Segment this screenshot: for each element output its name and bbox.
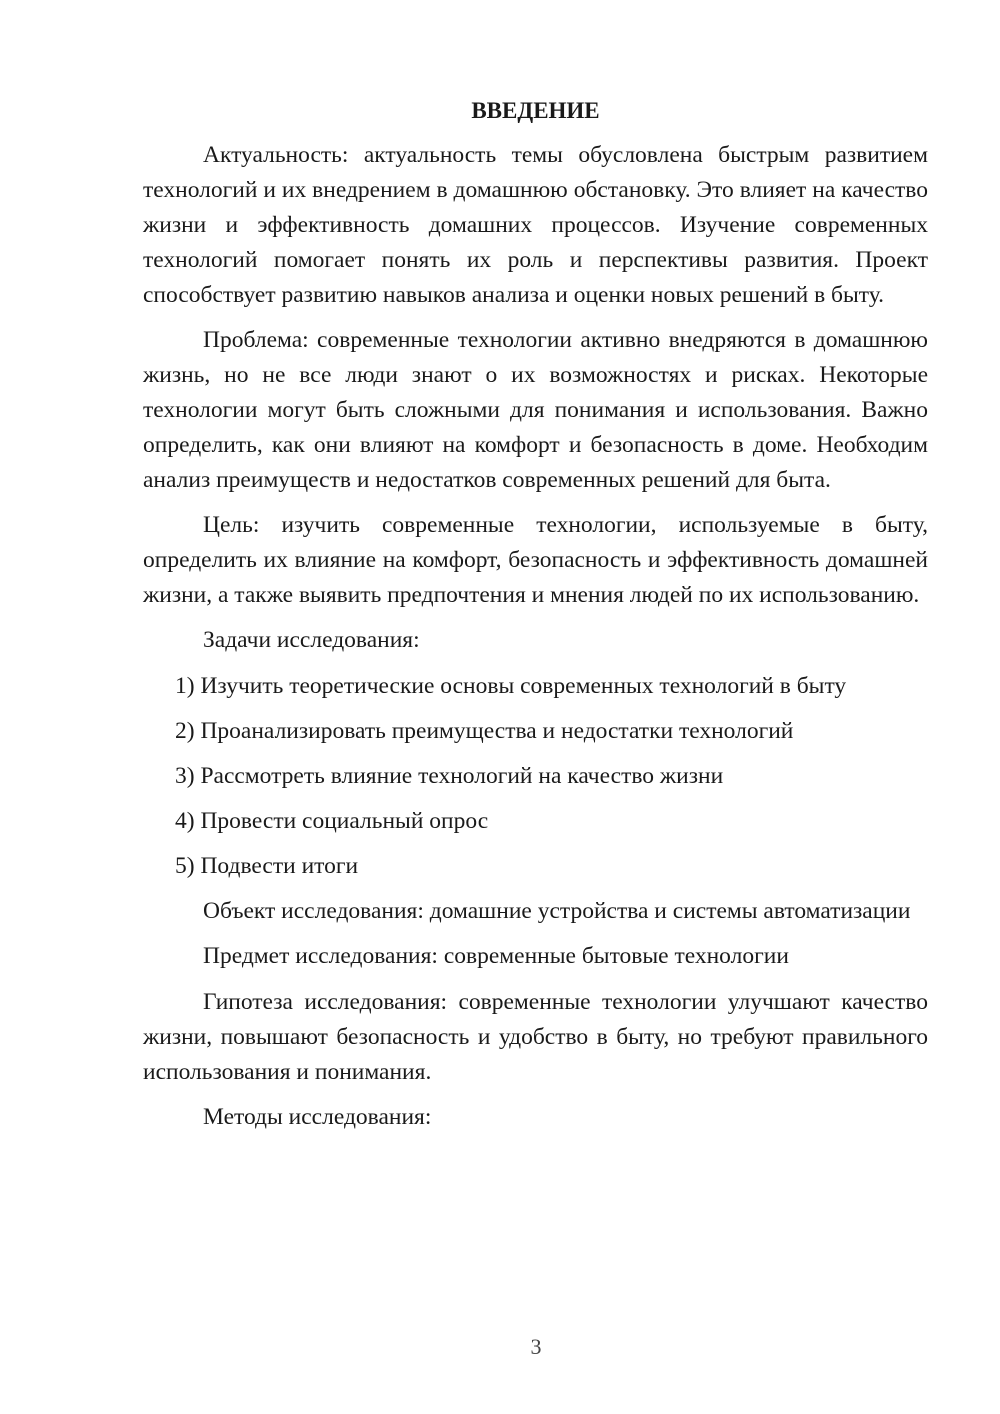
list-item: 3) Рассмотреть влияние технологий на качество жизни: [175, 763, 724, 789]
subject-paragraph: Предмет исследования: современные бытовые технологии: [203, 943, 789, 969]
hypothesis-paragraph: Гипотеза исследования: современные технологии улучшают качество жизни, повышают безопасность и удобство в быту, но требуют правильного использования и понимания.: [143, 989, 928, 1085]
list-item: 2) Проанализировать преимущества и недостатки технологий: [175, 718, 794, 744]
goal-paragraph: Цель: изучить современные технологии, используемые в быту, определить их влияние на комфорт, безопасность и эффективность домашней жизни, а также выявить предпочтения и мнения людей по их использованию.: [143, 512, 928, 608]
list-item: 1) Изучить теоретические основы современных технологий в быту: [175, 673, 847, 699]
page-number: 3: [530, 1334, 542, 1359]
problem-paragraph: Проблема: современные технологии активно внедряются в домашнюю жизнь, но не все люди знают о их возможностях и рисках. Некоторые технологии могут быть сложными для понимания и использования. Важно определить, как они влияют на комфорт и безопасность в доме. Необходим анализ преимуществ и недостатков современных решений для быта.: [143, 327, 928, 493]
object-paragraph: Объект исследования: домашние устройства и системы автоматизации: [203, 898, 911, 924]
tasks-list: [143, 669, 928, 884]
list-item: 4) Провести социальный опрос: [175, 808, 489, 834]
tasks-heading: Задачи исследования:: [203, 627, 420, 653]
document-body: [143, 93, 928, 1146]
list-item: 5) Подвести итоги: [175, 853, 359, 879]
relevance-paragraph: Актуальность: актуальность темы обусловлена быстрым развитием технологий и их внедрением в домашнюю обстановку. Это влияет на качество жизни и эффективность домашних процессов. Изучение современных технологий помогает понять их роль и перспективы развития. Проект способствует развитию навыков анализа и оценки новых решений в быту.: [143, 142, 928, 308]
section-title: ВВЕДЕНИЕ: [471, 98, 600, 123]
methods-heading: Методы исследования:: [203, 1104, 432, 1130]
